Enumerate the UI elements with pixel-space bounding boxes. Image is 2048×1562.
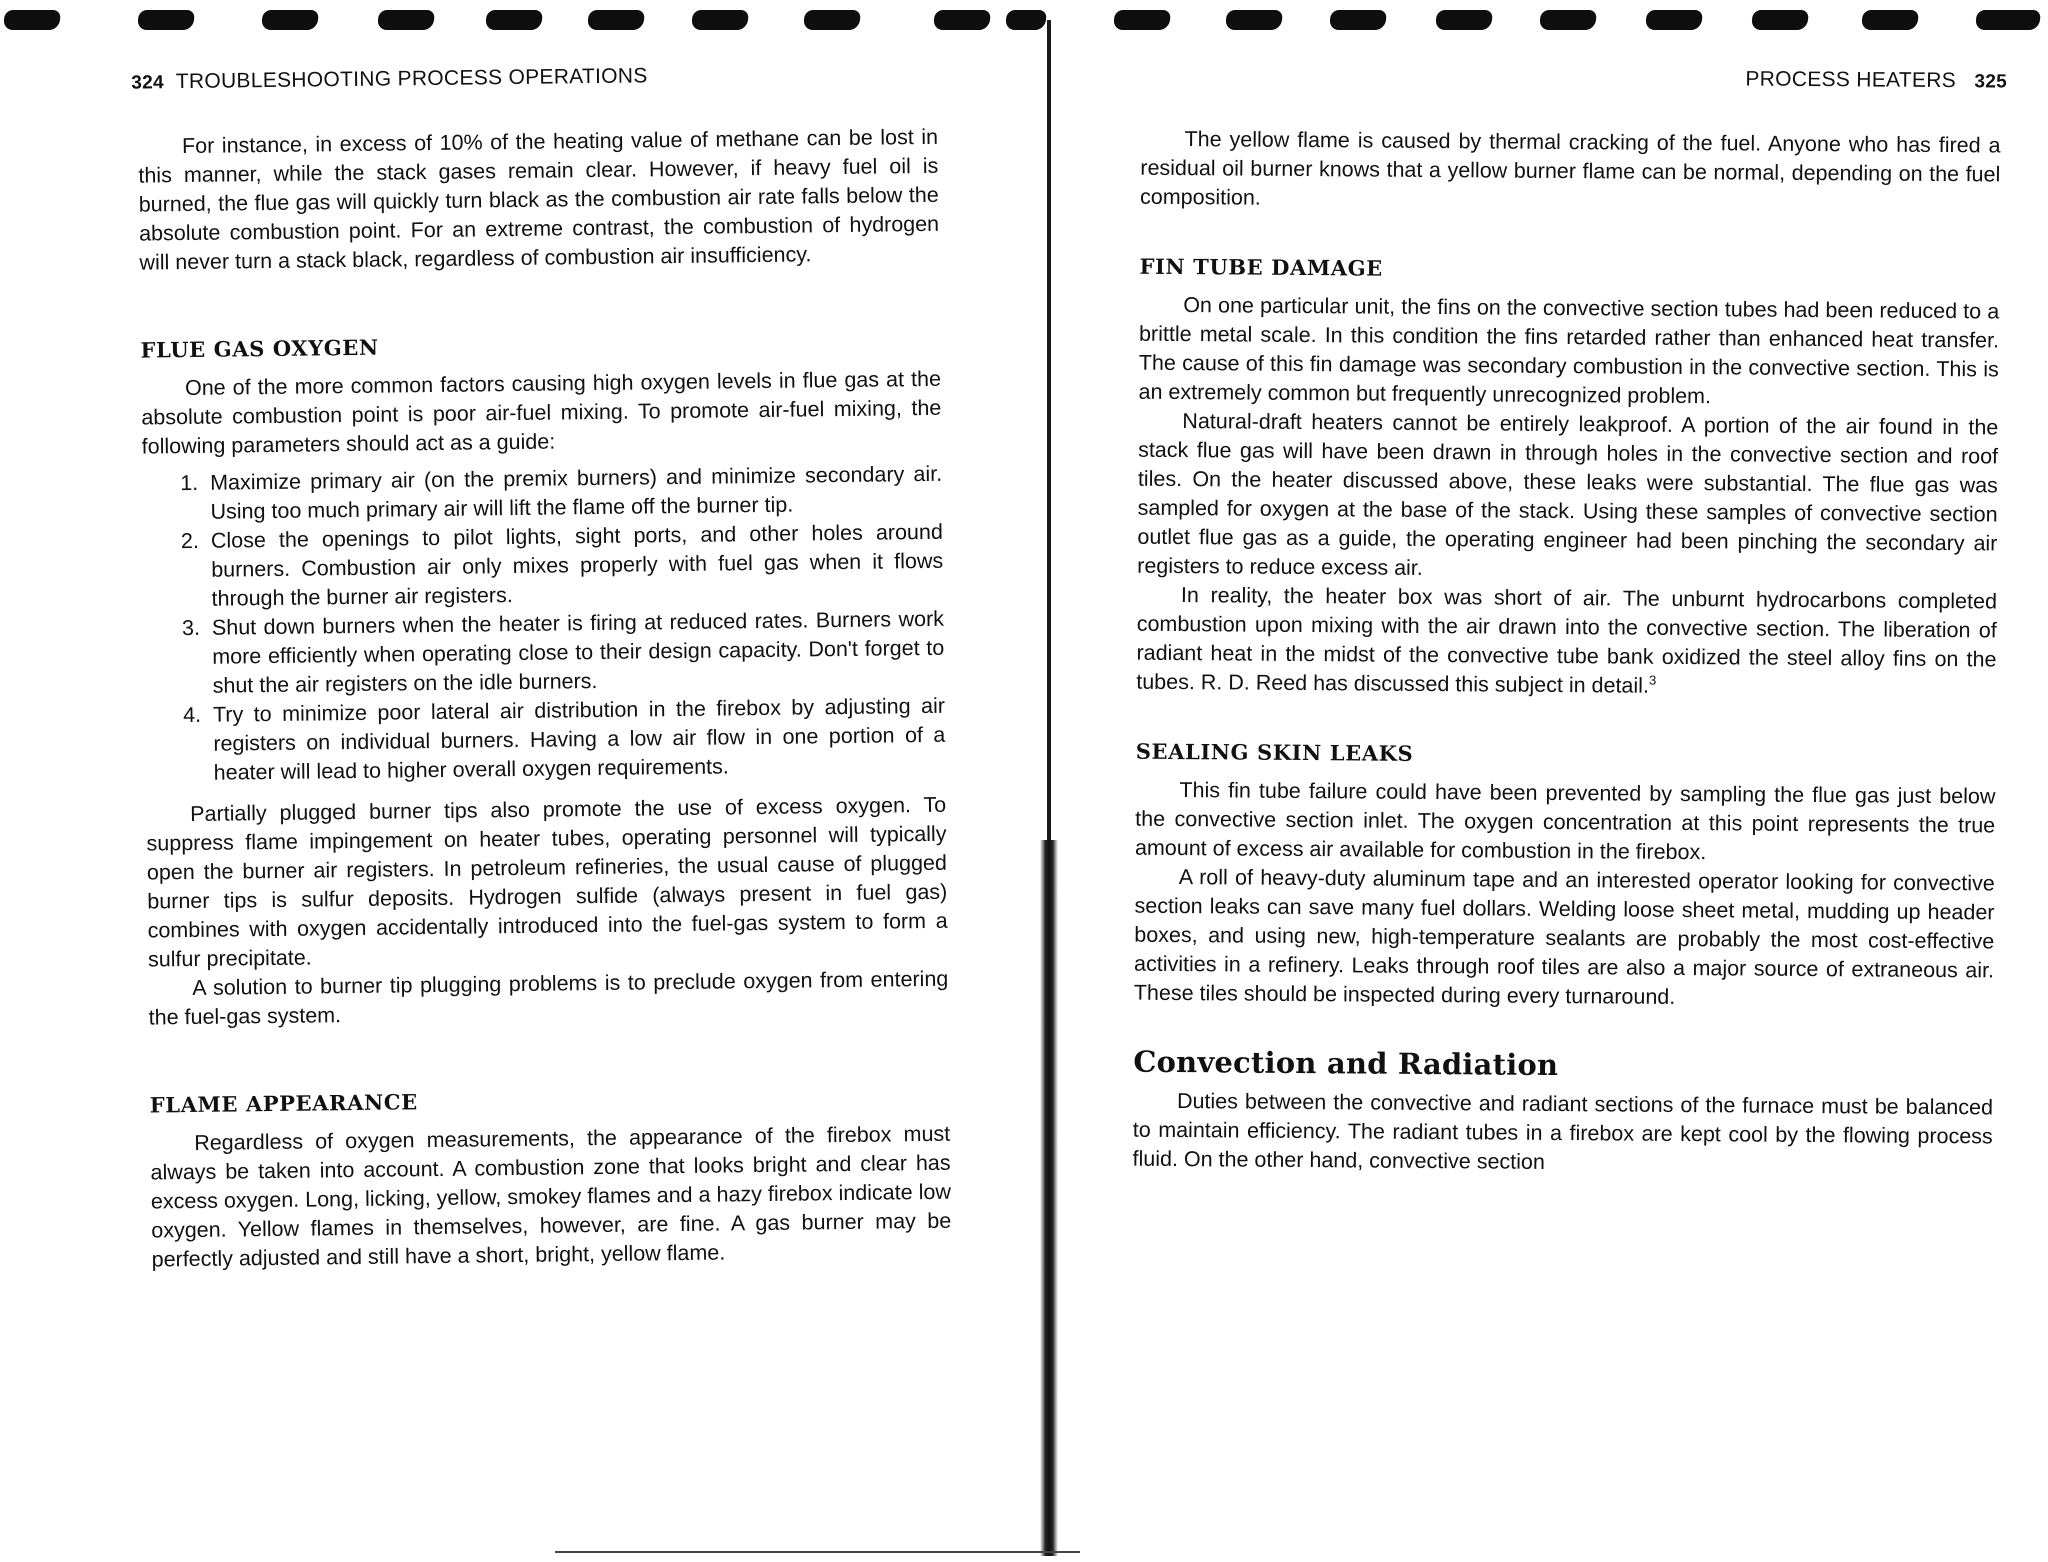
heading-fin-tube-damage: FIN TUBE DAMAGE [1139,253,1383,281]
right-page-body [1132,125,2000,1181]
solution-paragraph: A solution to burner tip plugging problems is to preclude oxygen from entering the fuel-gas system. [148,966,949,1030]
left-page-body [138,123,952,1275]
right-running-head-title: PROCESS HEATERS [1745,67,1957,93]
sealing-paragraph-1: This fin tube failure could have been prevented by sampling the flue gas just below the convective section inlet. The oxygen concentration at this point represents the true amount of excess air available for combustion in the firebox. [1134,778,1996,865]
flame-appearance-paragraph: Regardless of oxygen measurements, the appearance of the firebox must always be taken into account. A combustion zone that looks bright and clear has excess oxygen. Long, licking, yellow, smokey flames and a hazy firebox indicate low oxygen. Yellow flames in themselves, however, are fine. A gas burner may be perfectly adjusted and still have a short, bright, yellow flame. [150,1121,952,1272]
spine-shadow [1040,840,1058,1556]
list-item: 1. Maximize primary air (on the premix burners) and minimize secondary air. Using too much primary air will lift the flame off the burner tip. [204,460,943,527]
footnote-reference: 3 [1648,672,1657,688]
fin-tube-paragraph-3 [1136,581,1997,704]
heading-sealing-skin-leaks: SEALING SKIN LEAKS [1135,738,1414,766]
fin-tube-paragraph-3-text: In reality, the heater box was short of air. The unburnt hydrocarbons completed combustion upon mixing with the air drawn into the convective section. The liberation of radiant heat in the midst of the convective tube bank oxidized the steel alloy fins on the tubes. R. D. Reed has discussed this subject in detail. [1136,583,1998,698]
sealing-paragraph-2: A roll of heavy-duty aluminum tape and an interested operator looking for convective section leaks can save many fuel dollars. Welding loose sheet metal, mudding up header boxes, and using new, high-temperature sealants are probably the most cost-effective activities in a refinery. Leaks through roof tiles are also a major source of extraneous air. These tiles should be inspected during every turnaround. [1133,865,1995,1009]
heading-flue-gas-oxygen: FLUE GAS OXYGEN [140,334,379,363]
heading-convection-and-radiation: Convection and Radiation [1133,1044,1559,1083]
list-item: 4. Try to minimize poor lateral air distribution in the firebox by adjusting air registers on individual burners. Having a low air flow in one portion of a heater will lead to higher overall oxygen requirements. [207,692,946,788]
convection-paragraph: Duties between the convective and radiant sections of the furnace must be balanced to maintain efficiency. The radiant tubes in a firebox are kept cool by the flowing process fluid. On the other hand, convective section [1132,1089,1994,1174]
left-intro-paragraph: For instance, in excess of 10% of the heating value of methane can be lost in this manner, while the stack gases remain clear. However, if heavy fuel oil is burned, the flue gas will quickly turn black as the combustion air rate falls below the absolute combustion point. For an extreme contrast, the combustion of hydrogen will never turn a stack black, regardless of combustion air insufficiency. [138,124,940,275]
heading-flame-appearance: FLAME APPEARANCE [149,1089,418,1118]
flue-gas-lead-paragraph: One of the more common factors causing high oxygen levels in flue gas at the absolute combustion point is poor air-fuel mixing. To promote air-fuel mixing, the following parameters should act as a guide: [141,366,942,459]
right-page [1061,0,2048,1560]
fin-tube-paragraph-1: On one particular unit, the fins on the convective section tubes had been reduced to a brittle metal scale. In this condition the fins retarded rather than enhanced heat transfer. The cause of this fin damage was secondary combustion in the convective section. This is an extremely common but frequently unrecognized problem. [1138,293,2000,409]
list-item: 3. Shut down burners when the heater is firing at reduced rates. Burners work more efficiently when operating close to their design capacity. Don't forget to shut the air registers on the idle burners. [206,605,945,701]
fin-tube-paragraph-2: Natural-draft heaters cannot be entirely leakproof. A portion of the air found in the stack flue gas will have been drawn in through holes in the convective section and roof tiles. On the heater discussed above, these leaks were substantial. The flue gas was sampled for oxygen at the base of the stack. Using these samples of convective section outlet flue gas as a guide, the operating engineer had been pinching the secondary air registers to reduce excess air. [1137,409,1999,580]
left-running-head [131,64,648,94]
list-item: 2. Close the openings to pilot lights, sight ports, and other holes around burners. Combustion air only mixes properly with fuel gas when it flows through the burner air registers. [205,518,944,614]
right-page-number: 325 [1974,71,2008,93]
air-fuel-guide-list [142,460,946,789]
plugged-tips-paragraph: Partially plugged burner tips also promote the use of excess oxygen. To suppress flame impingement on heater tubes, operating personnel will typically open the burner air registers. In petroleum refineries, the usual cause of plugged burner tips is sulfur deposits. Hydrogen sulfide (always present in fuel gas) combines with oxygen accidentally introduced into the fuel-gas system to form a sulfur precipitate. [146,792,948,972]
right-intro-paragraph: The yellow flame is caused by thermal cracking of the fuel. Anyone who has fired a residual oil burner knows that a yellow burner flame can be normal, depending on the fuel composition. [1140,127,2001,210]
right-running-head [1745,67,2007,93]
left-running-head-title: TROUBLESHOOTING PROCESS OPERATIONS [175,64,648,94]
left-page-number: 324 [131,72,165,94]
